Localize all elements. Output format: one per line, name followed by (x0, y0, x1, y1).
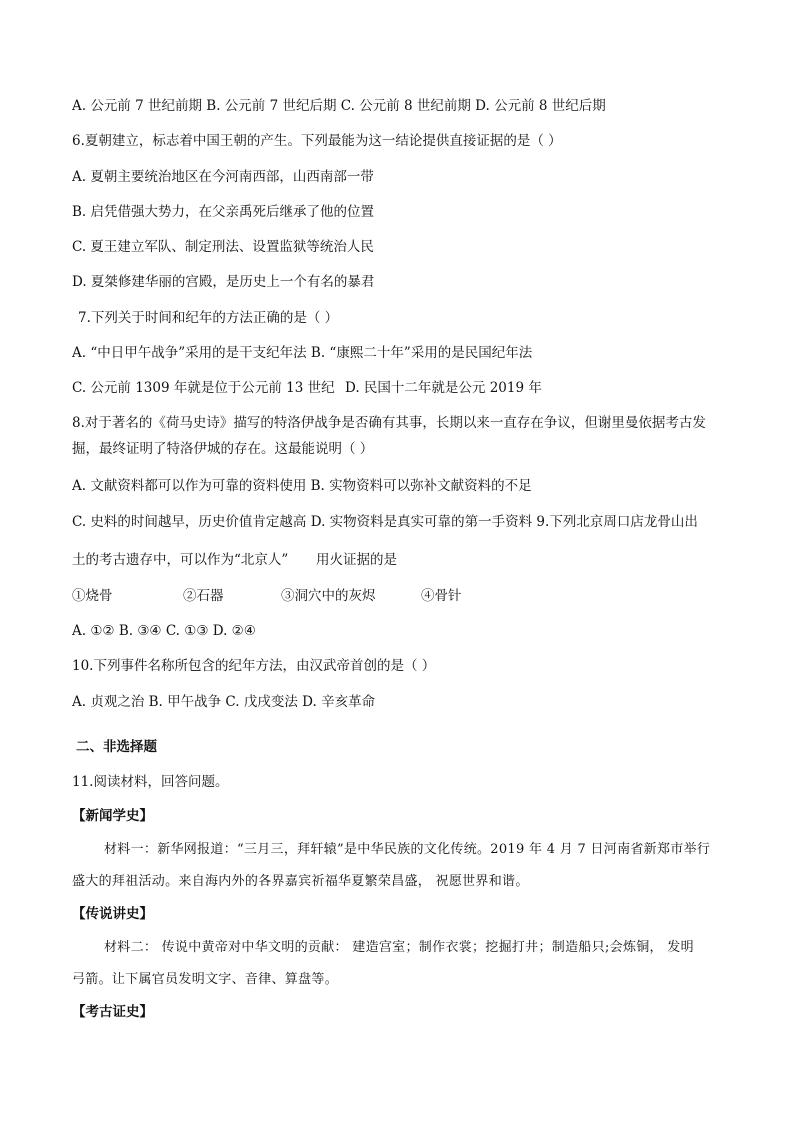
q7-option-ab: A. “中日甲午战争”采用的是干支纪年法 B. “康熙二十年”采用的是民国纪年法 (72, 345, 533, 361)
q11-heading-news: 【新闻学史】 (72, 808, 153, 824)
q10-stem: 10.下列事件名称所包含的纪年方法，由汉武帝首创的是（ ） (72, 658, 436, 674)
section-title: 二、非选择题 (76, 739, 157, 755)
q9-item-3: ③洞穴中的灰烬 (281, 588, 376, 604)
q5-options: A. 公元前 7 世纪前期 B. 公元前 7 世纪后期 C. 公元前 8 世纪前期 D. 公元前 8 世纪后期 (72, 98, 606, 114)
q11-material2-line2: 弓箭。让下属官员发明文字、音律、算盘等。 (72, 972, 339, 987)
q11-stem: 11.阅读材料，回答问题。 (72, 774, 229, 790)
q6-option-c: C. 夏王建立军队、制定刑法、设置监狱等统治人民 (72, 239, 374, 255)
q9-stem-part1: 土的考古遗存中，可以作为“北京人” (72, 552, 289, 568)
q6-option-b: B. 启凭借强大势力，在父亲禹死后继承了他的位置 (72, 204, 375, 220)
q9-item-4: ④骨针 (421, 588, 462, 604)
q8-option-cd-q9-stem: C. 史料的时间越早，历史价值肯定越高 D. 实物资料是真实可靠的第一手资料 9.下列北京周口店龙骨山出 (72, 514, 698, 530)
q7-option-d: D. 民国十二年就是公元 2019 年 (345, 380, 542, 396)
q7-stem: 7.下列关于时间和纪年的方法正确的是（ ） (78, 310, 339, 326)
q9-item-2: ②石器 (183, 588, 224, 604)
q7-option-c: C. 公元前 1309 年就是位于公元前 13 世纪 (72, 380, 335, 396)
q10-options: A. 贞观之治 B. 甲午战争 C. 戊戌变法 D. 辛亥革命 (72, 694, 376, 710)
q9-stem-part2: 用火证据的是 (316, 552, 397, 568)
q8-stem-line1: 8.对于著名的《荷马史诗》描写的特洛伊战争是否确有其事，长期以来一直存在争议，但谢里曼依据考古发 (72, 415, 706, 431)
q11-heading-archaeology: 【考古证史】 (72, 1004, 153, 1020)
q11-material1-line2: 盛大的拜祖活动。来自海内外的各界嘉宾祈福华夏繁荣昌盛， 祝愿世界和谐。 (72, 874, 529, 889)
q6-stem: 6.夏朝建立，标志着中国王朝的产生。下列最能为这一结论提供直接证据的是（ ） (72, 133, 562, 149)
q6-option-d: D. 夏桀修建华丽的宫殿，是历史上一个有名的暴君 (72, 274, 375, 290)
q6-option-a: A. 夏朝主要统治地区在今河南西部，山西南部一带 (72, 169, 374, 185)
q8-option-ab: A. 文献资料都可以作为可靠的资料使用 B. 实物资料可以弥补文献资料的不足 (72, 478, 532, 494)
q11-material2-line1: 材料二： 传说中黄帝对中华文明的贡献： 建造宫室；制作衣裳；挖掘打井；制造船只;会炼铜， 发明 (104, 940, 694, 955)
q8-stem-line2: 掘，最终证明了特洛伊城的存在。这最能说明（ ） (72, 441, 374, 457)
q11-material1-line1: 材料一：新华网报道：“三月三，拜轩辕”是中华民族的文化传统。2019 年 4 月 7 日河南省新郑市举行 (104, 842, 711, 857)
q9-options: A. ①② B. ③④ C. ①③ D. ②④ (72, 623, 256, 639)
q9-item-1: ①烧骨 (72, 588, 113, 604)
q11-heading-legend: 【传说讲史】 (72, 906, 153, 922)
